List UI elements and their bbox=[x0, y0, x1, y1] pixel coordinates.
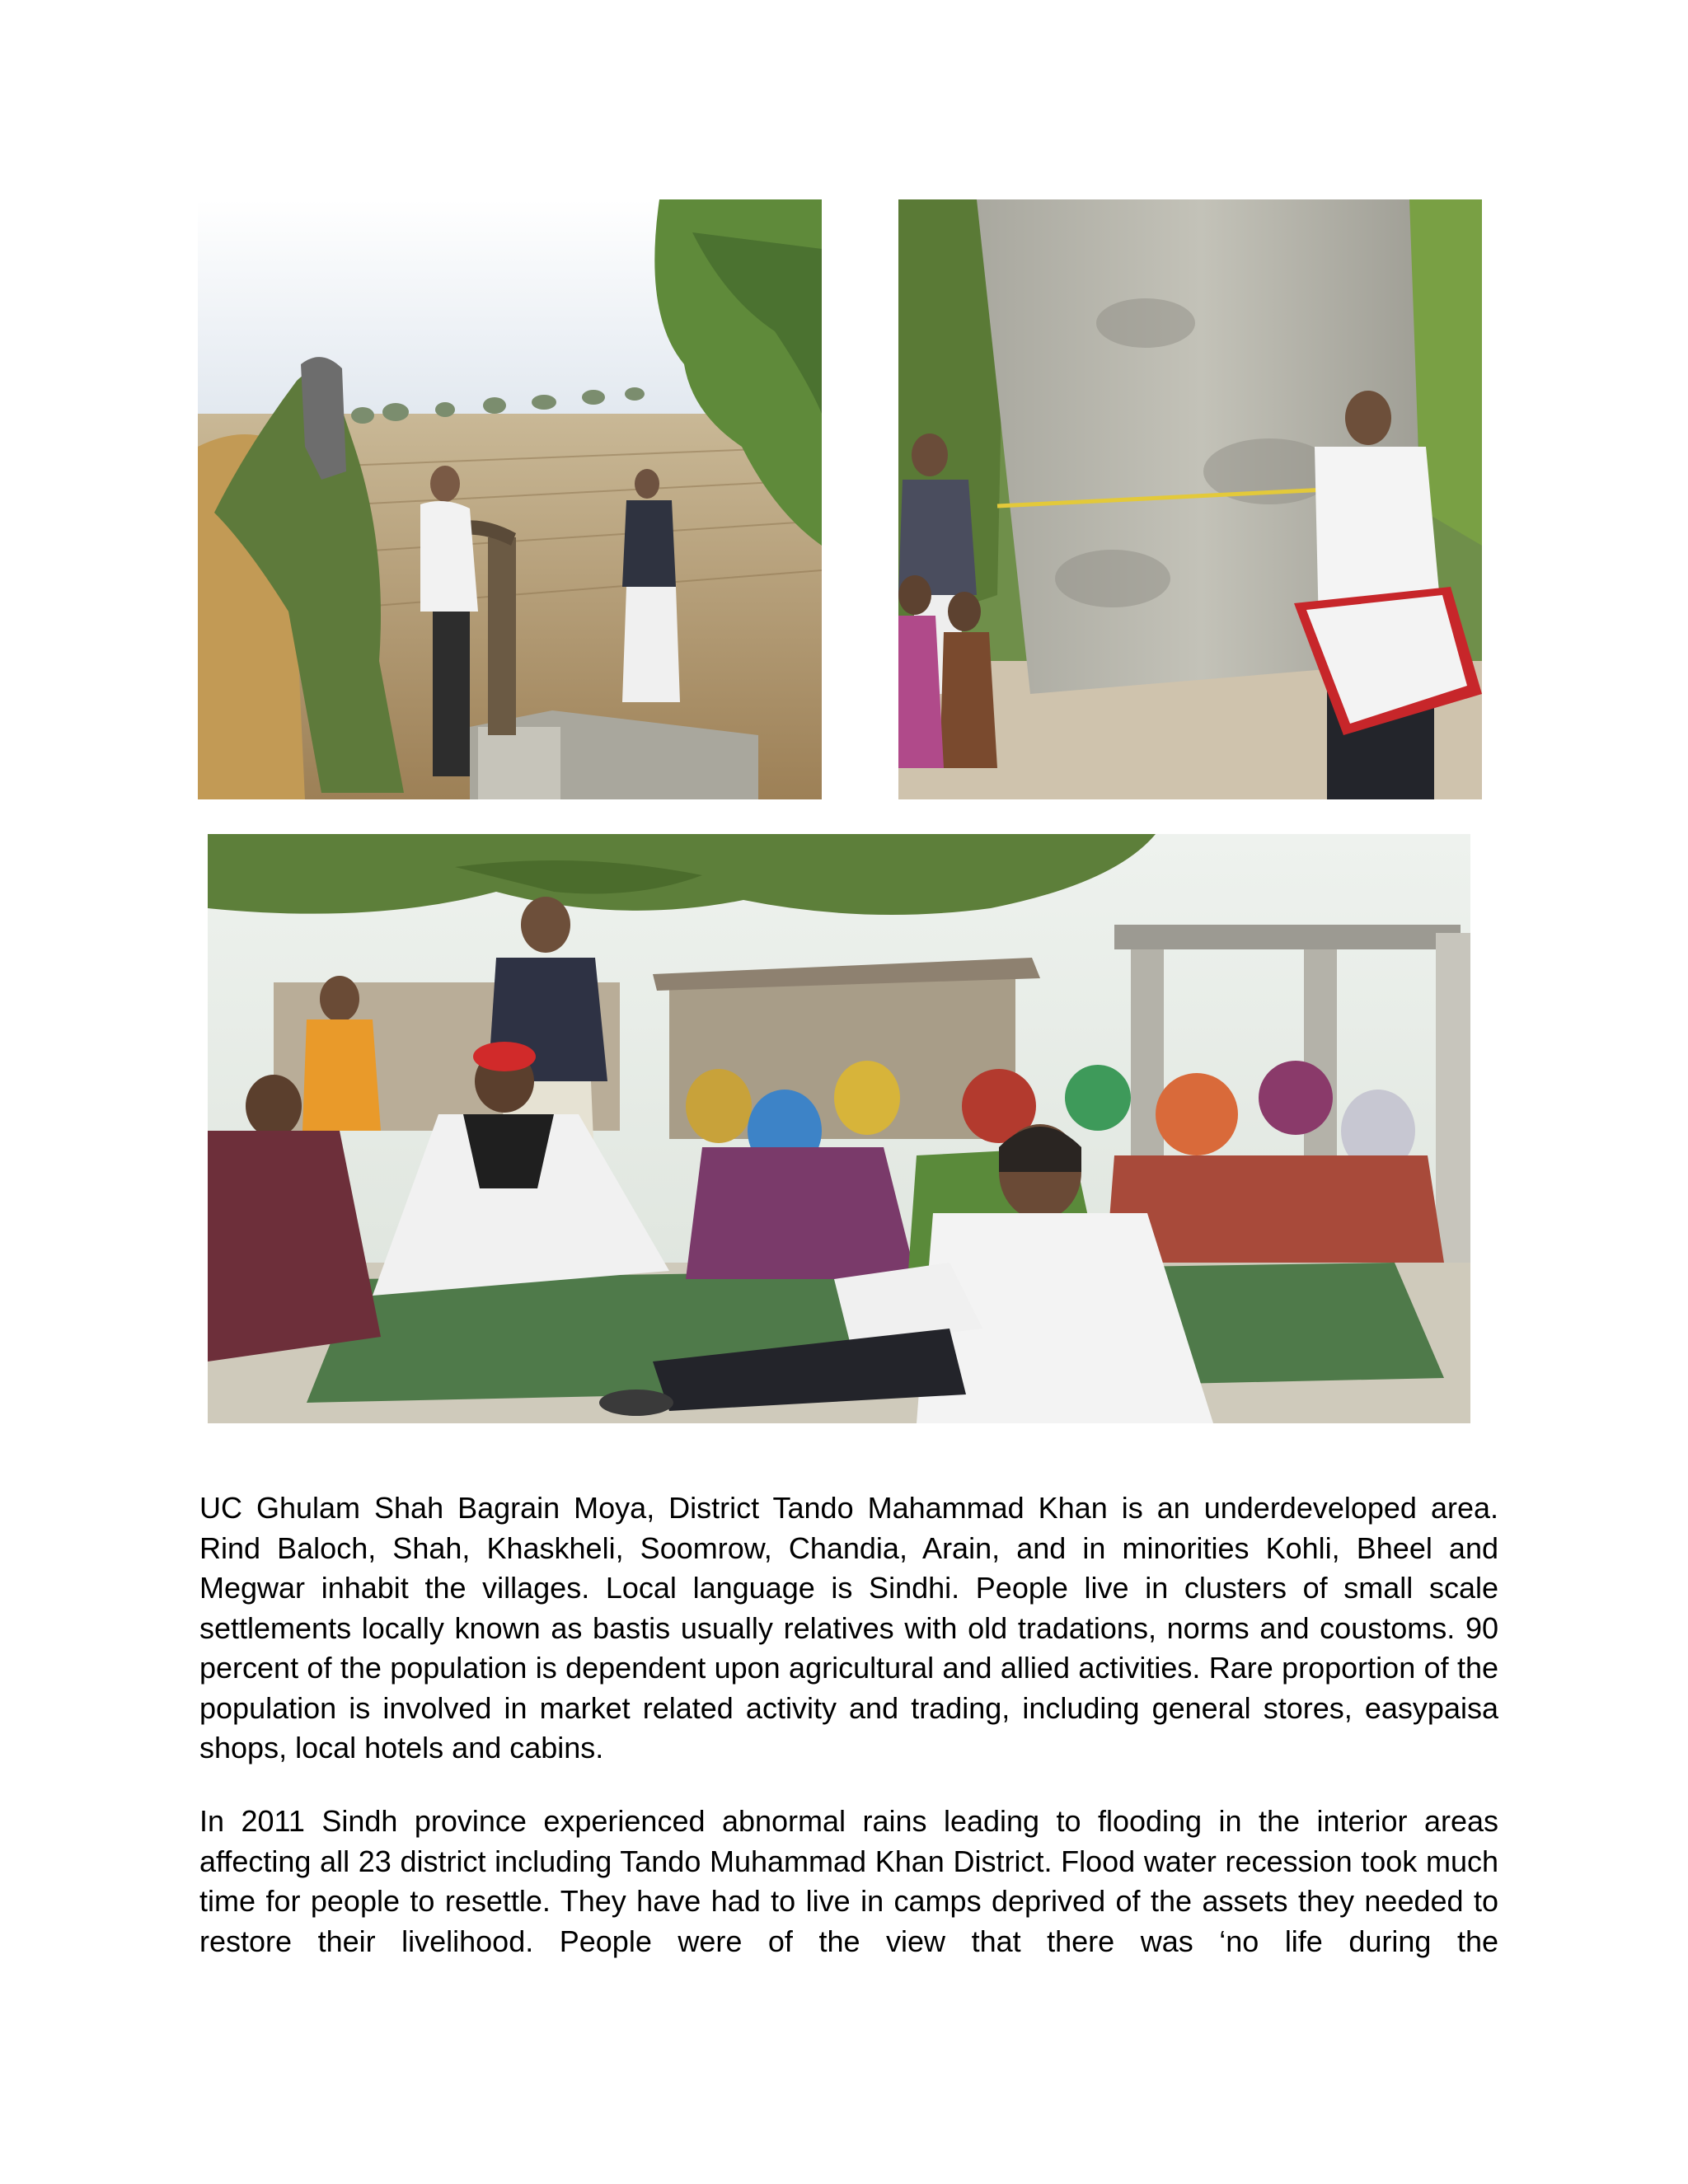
hand-pump-photo-graphic bbox=[198, 199, 822, 799]
photo-water-tank-measurement bbox=[898, 199, 1482, 799]
paragraph-area-description: UC Ghulam Shah Bagrain Moya, District Tando Mahammad Khan is an underdeveloped area. Rind Baloch, Shah, Khaskheli, Soomrow, Chandia, Arain, and in minorities Kohli, Bheel and Megwar inhabit the villages. Local language is Sindhi. People live in clusters of small scale settlements locally known as bastis usually relatives with old tradations, norms and coustoms. 90 percent of the population is dependent upon agricultural and allied activities. Rare proportion of the population is involved in market related activity and trading, including general stores, easypaisa shops, local hotels and cabins. bbox=[199, 1491, 1498, 1765]
photo-hand-pump-field bbox=[198, 199, 822, 799]
water-tank-photo-graphic bbox=[898, 199, 1482, 799]
photo-community-meeting bbox=[208, 834, 1470, 1423]
community-meeting-photo-graphic bbox=[208, 834, 1470, 1423]
paragraph-flood-2011: In 2011 Sindh province experienced abnormal rains leading to flooding in the interior areas affecting all 23 district including Tando Muhammad Khan District. Flood water recession took much time for people to resettle. They have had to live in camps deprived of the assets they needed to restore their livelihood. People were of the view that there was ‘no life during the bbox=[199, 1804, 1498, 1958]
